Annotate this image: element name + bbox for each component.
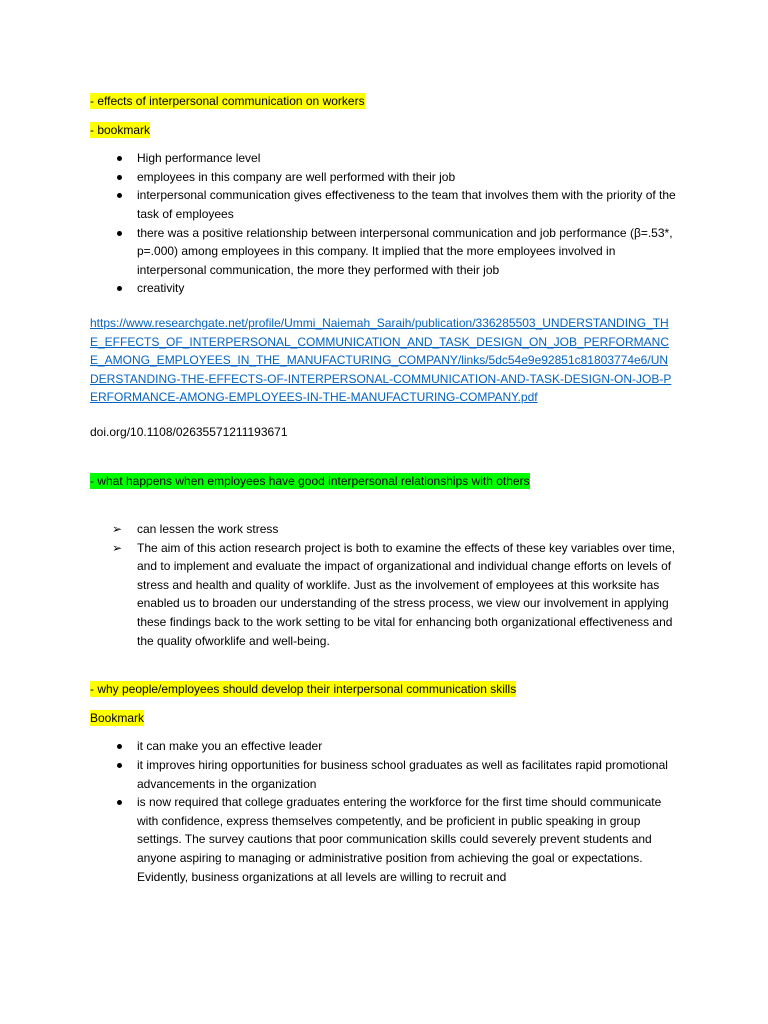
- source-link[interactable]: https://www.researchgate.net/profile/Ummi_Naiemah_Saraih/publication/336285503_UNDERSTANDING_THE_EFFECTS_OF_INTERPERSONAL_COMMUNICATION_AND_TASK_DESIGN_ON_JOB_PERFORMANCE_AMONG_EMPLOYEES_IN_THE_MANUFACTURING_COMPANY/links/5dc54e9e92851c81803774e6/UNDERSTANDING-THE-EFFECTS-OF-INTERPERSONAL-COMMUNICATION-AND-TASK-DESIGN-ON-JOB-PERFORMANCE-AMONG-EMPLOYEES-IN-THE-MANUFACTURING-COMPANY.pdf: [90, 315, 672, 405]
- list-item: there was a positive relationship between interpersonal communication and job performance (β=.53*, p=.000) among employees in this company. It implied that the more employees involved in interpersonal communication, the more they performed with their job: [137, 225, 673, 277]
- section1-heading: [90, 92, 680, 111]
- section2-list: [90, 520, 680, 650]
- list-item: ➢ can lessen the work stress: [90, 520, 680, 539]
- list-item: ➢ The aim of this action research project is both to examine the effects of these key variables over time, and to implement and evaluate the impact of organizational and individual change efforts on levels of stress and health and quality of worklife. Just as the involvement of employees at this worksite has enabled us to broaden our understanding of the stress process, we view our involvement in applying these findings back to the work setting to be vital for enhancing both organizational effectiveness and the quality ofworklife and well-being.: [112, 540, 676, 648]
- section3-bookmark-text: Bookmark: [90, 710, 145, 725]
- section1-list: [90, 149, 680, 298]
- list-item: creativity: [137, 281, 185, 296]
- section1-heading-text: - effects of interpersonal communication on workers: [90, 94, 365, 108]
- arrowhead-bullet-icon: ➢: [112, 522, 123, 537]
- list-item: High performance level: [137, 151, 261, 166]
- section2-heading: [90, 472, 680, 491]
- section3-list: [90, 737, 680, 886]
- section1-bookmark: [90, 121, 680, 140]
- section1-bookmark-text: - bookmark: [90, 122, 151, 137]
- section3-heading-text: - why people/employees should develop their interpersonal communication skills: [90, 682, 517, 697]
- list-item: employees in this company are well performed with their job: [137, 169, 456, 184]
- list-item: it improves hiring opportunities for business school graduates as well as facilitates rapid promotional advancements in the organization: [137, 758, 668, 791]
- list-item: it can make you an effective leader: [137, 739, 323, 754]
- arrowhead-bullet-icon: ➢: [112, 540, 123, 555]
- section3-heading: [90, 680, 680, 699]
- list-item: interpersonal communication gives effectiveness to the team that involves them with the priority of the task of employees: [137, 188, 676, 221]
- section3-bookmark: [90, 709, 680, 728]
- section2-heading-text: - what happens when employees have good interpersonal relationships with others: [90, 473, 530, 488]
- doi-text: doi.org/10.1108/02635571211193671: [90, 424, 288, 439]
- list-item: is now required that college graduates entering the workforce for the first time should communicate with confidence, express themselves competently, and be proficient in public speaking in group settings. The survey cautions that poor communication skills could severely prevent students and anyone aspiring to managing or administrative position from achieving the goal or expectations. Evidently, business organizations at all levels are willing to recruit and: [137, 795, 662, 884]
- document-body: [90, 92, 680, 886]
